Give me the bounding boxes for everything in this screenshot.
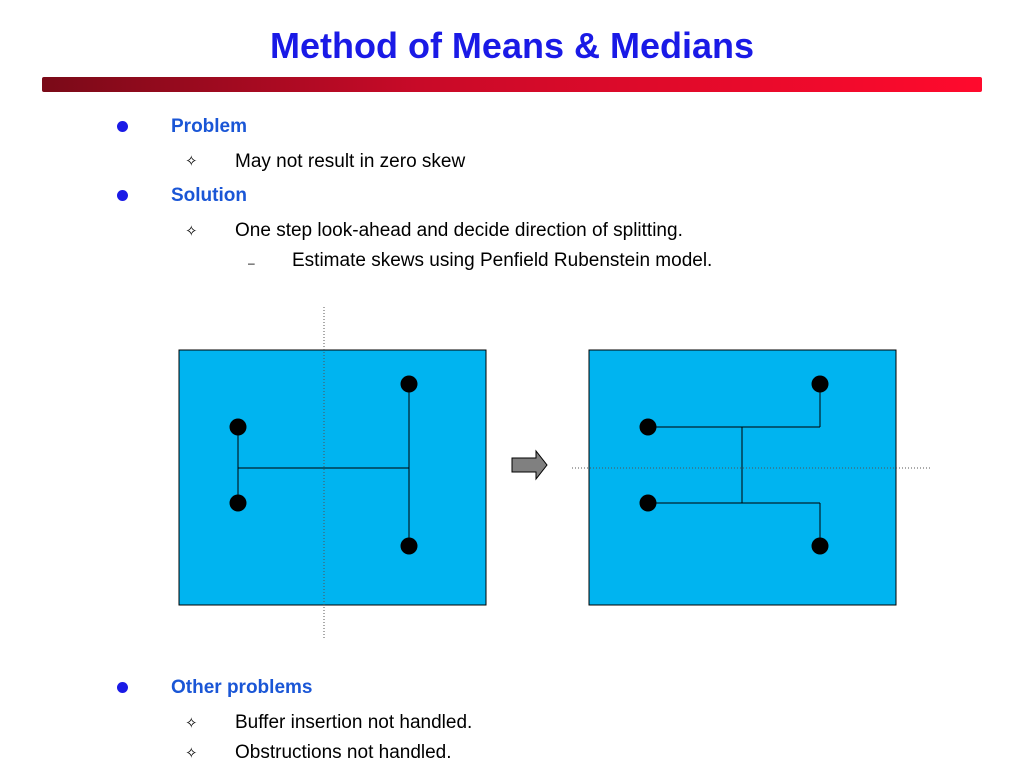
sink-node	[401, 538, 418, 555]
slide-title: Method of Means & Medians	[269, 25, 755, 66]
dash-bullet-icon: –	[248, 256, 255, 270]
diamond-bullet-icon: ✧	[185, 153, 198, 170]
other-sub-item: Buffer insertion not handled.	[235, 712, 473, 733]
right-arrow-icon	[512, 451, 547, 479]
diamond-bullet-icon: ✧	[185, 715, 198, 732]
sink-node	[812, 376, 829, 393]
bullet-dot-other	[117, 682, 128, 693]
sink-node	[640, 419, 657, 436]
sink-node	[230, 495, 247, 512]
diamond-bullet-icon: ✧	[185, 223, 198, 240]
solution-sub-item: One step look-ahead and decide direction of splitting.	[235, 220, 683, 241]
problem-sub-item: May not result in zero skew	[235, 151, 466, 172]
sink-node	[812, 538, 829, 555]
left-region-box	[179, 350, 486, 605]
sink-node	[640, 495, 657, 512]
bullet-other-label: Other problems	[171, 677, 313, 698]
sink-node	[230, 419, 247, 436]
sink-node	[401, 376, 418, 393]
solution-subsub-item: Estimate skews using Penfield Rubenstein model.	[292, 250, 713, 271]
bullet-problem-label: Problem	[171, 116, 248, 137]
diamond-bullet-icon: ✧	[185, 745, 198, 762]
bullet-solution-label: Solution	[171, 185, 247, 206]
other-sub-item: Obstructions not handled.	[235, 742, 452, 763]
